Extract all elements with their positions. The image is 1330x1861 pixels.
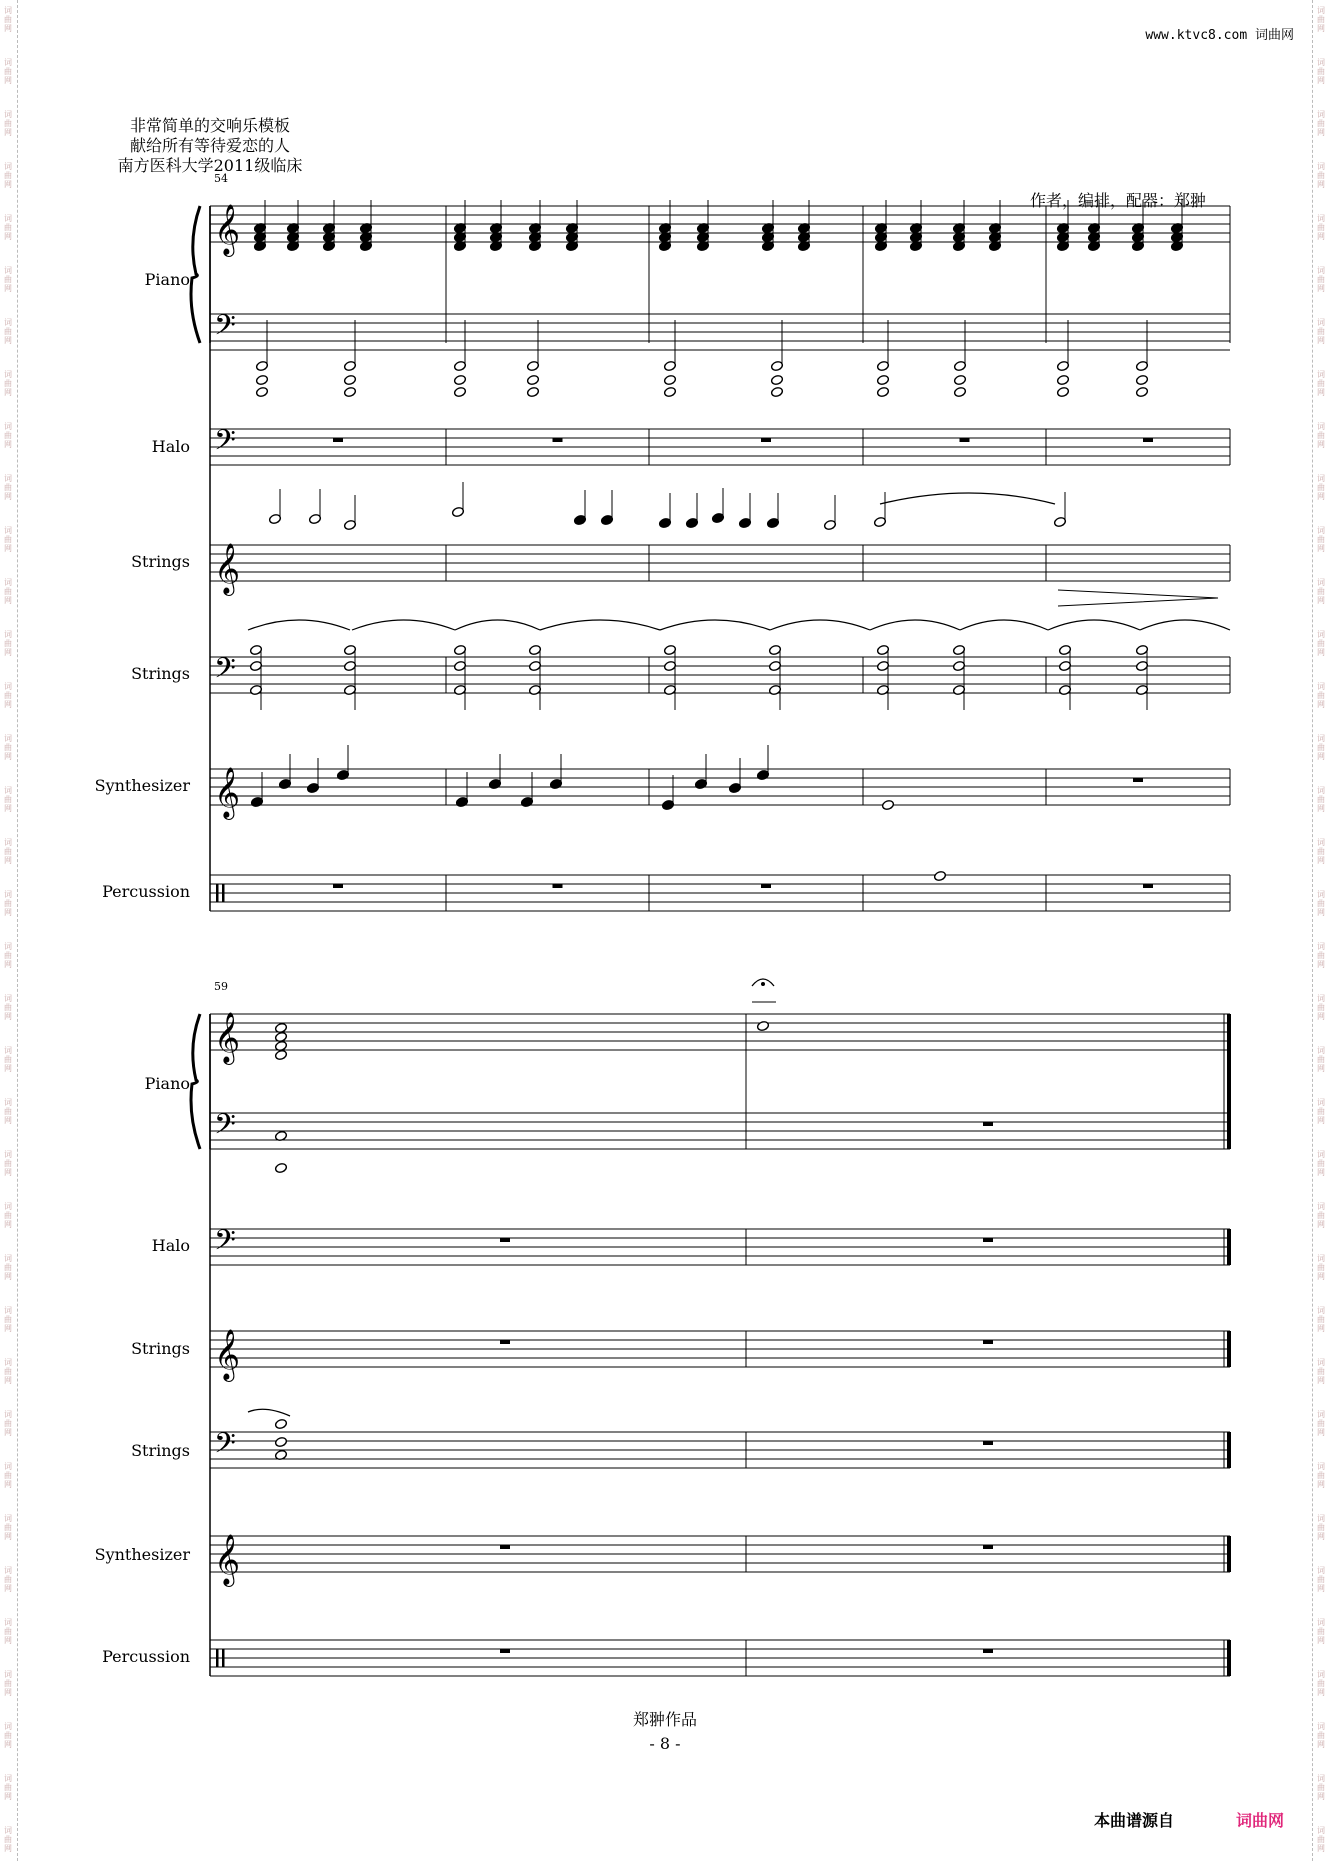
- watermark-text: 词 曲 网: [1317, 786, 1325, 813]
- watermark-text: 词 曲 网: [1317, 1774, 1325, 1801]
- watermark-text: 词 曲 网: [4, 318, 12, 345]
- notehead: [274, 1436, 287, 1447]
- watermark-text: 词 曲 网: [1317, 1098, 1325, 1125]
- treble-clef-icon: 𝄞: [214, 767, 241, 818]
- watermark-text: 词 曲 网: [1317, 578, 1325, 605]
- watermark-text: 词 曲 网: [1317, 682, 1325, 709]
- bass-clef-icon: 𝄢: [214, 652, 236, 692]
- instrument-label: Halo: [151, 1236, 190, 1255]
- watermark-text: 词 曲 网: [4, 1514, 12, 1541]
- watermark-text: 词 曲 网: [1317, 1202, 1325, 1229]
- watermark-text: 词 曲 网: [1317, 1410, 1325, 1437]
- slur: [1048, 620, 1140, 630]
- notehead: [953, 386, 966, 397]
- notehead: [1135, 374, 1148, 385]
- watermark-text: 词 曲 网: [4, 1462, 12, 1489]
- watermark-text: 词 曲 网: [1317, 1566, 1325, 1593]
- whole-rest: [333, 438, 343, 442]
- notehead: [770, 386, 783, 397]
- notehead: [1135, 386, 1148, 397]
- notehead: [756, 1020, 769, 1031]
- watermark-text: 词 曲 网: [1317, 994, 1325, 1021]
- instrument-label: Piano: [144, 1074, 190, 1093]
- watermark-text: 词 曲 网: [4, 786, 12, 813]
- percussion-clef-icon: [216, 884, 219, 902]
- watermark-text: 词 曲 网: [4, 838, 12, 865]
- watermark-text: 词 曲 网: [4, 526, 12, 553]
- instrument-label: Strings: [131, 1441, 190, 1460]
- watermark-text: 词 曲 网: [4, 1410, 12, 1437]
- watermark-text: 词 曲 网: [1317, 630, 1325, 657]
- watermark-text: 词 曲 网: [1317, 1150, 1325, 1177]
- header-line-1: 非常简单的交响乐模板: [129, 116, 290, 135]
- whole-rest: [960, 438, 970, 442]
- tie: [880, 493, 1055, 504]
- notehead: [343, 374, 356, 385]
- watermark-text: 词 曲 网: [1317, 6, 1325, 33]
- notehead: [1056, 374, 1069, 385]
- slur: [540, 620, 660, 630]
- whole-rest: [983, 1122, 993, 1126]
- final-barline: [1227, 1229, 1231, 1265]
- instrument-label: Percussion: [102, 1647, 190, 1666]
- watermark-text: 词 曲 网: [1317, 838, 1325, 865]
- percussion-clef-icon: [216, 1649, 219, 1667]
- watermark-text: 词 曲 网: [4, 1826, 12, 1853]
- whole-rest: [1143, 438, 1153, 442]
- watermark-text: 词 曲 网: [4, 1046, 12, 1073]
- whole-rest: [983, 1649, 993, 1653]
- notehead: [663, 386, 676, 397]
- treble-clef-icon: 𝄞: [214, 1329, 241, 1380]
- watermark-text: 词 曲 网: [4, 1306, 12, 1333]
- watermark-text: 词 曲 网: [1317, 890, 1325, 917]
- measure-number: 59: [214, 980, 228, 993]
- watermark-text: 词 曲 网: [1317, 1358, 1325, 1385]
- watermark-text: 词 曲 网: [1317, 1306, 1325, 1333]
- watermark-text: 词 曲 网: [1317, 110, 1325, 137]
- watermark-text: 词 曲 网: [4, 58, 12, 85]
- notehead: [526, 374, 539, 385]
- instrument-label: Synthesizer: [94, 776, 190, 795]
- watermark-text: 词 曲 网: [1317, 942, 1325, 969]
- watermark-text: 词 曲 网: [4, 1254, 12, 1281]
- bass-clef-icon: 𝄢: [214, 1224, 236, 1264]
- watermark-text: 词 曲 网: [4, 682, 12, 709]
- watermark-text: 词 曲 网: [4, 1098, 12, 1125]
- watermark-text: 词 曲 网: [1317, 1826, 1325, 1853]
- site-url[interactable]: www.ktvc8.com: [1145, 28, 1248, 43]
- measure-number: 54: [214, 172, 228, 185]
- treble-clef-icon: 𝄞: [214, 204, 241, 255]
- watermark-text: 词 曲 网: [1317, 162, 1325, 189]
- percussion-clef-icon: [222, 884, 225, 902]
- instrument-label: Halo: [151, 437, 190, 456]
- notehead: [526, 386, 539, 397]
- slur: [960, 620, 1048, 630]
- watermark-text: 词 曲 网: [4, 1150, 12, 1177]
- whole-rest: [1133, 778, 1143, 782]
- slur: [770, 620, 870, 630]
- notehead: [274, 1162, 287, 1173]
- slur: [660, 620, 770, 630]
- watermark-text: 词 曲 网: [4, 1618, 12, 1645]
- whole-rest: [553, 884, 563, 888]
- watermark-text: 词 曲 网: [4, 942, 12, 969]
- notehead: [453, 386, 466, 397]
- bass-clef-icon: 𝄢: [214, 309, 236, 349]
- instrument-label: Strings: [131, 1339, 190, 1358]
- watermark-text: 词 曲 网: [4, 734, 12, 761]
- whole-rest: [983, 1340, 993, 1344]
- final-barline: [1227, 1640, 1231, 1676]
- final-barline: [1227, 1536, 1231, 1572]
- piano-brace: [191, 1014, 200, 1149]
- footer-work: 郑翀作品: [632, 1710, 697, 1729]
- treble-clef-icon: 𝄞: [214, 543, 241, 594]
- whole-rest: [761, 438, 771, 442]
- treble-clef-icon: 𝄞: [214, 1012, 241, 1063]
- watermark-text: 词 曲 网: [4, 994, 12, 1021]
- notehead: [255, 386, 268, 397]
- watermark-text: 词 曲 网: [4, 214, 12, 241]
- whole-rest: [500, 1649, 510, 1653]
- slur: [352, 620, 455, 630]
- watermark-text: 词 曲 网: [4, 890, 12, 917]
- slur: [248, 620, 350, 630]
- watermark-text: 词 曲 网: [4, 370, 12, 397]
- whole-rest: [983, 1238, 993, 1242]
- watermark-text: 词 曲 网: [4, 422, 12, 449]
- slur: [455, 620, 540, 630]
- percussion-clef-icon: [222, 1649, 225, 1667]
- composer-credit: 作者，编排，配器：郑翀: [1030, 191, 1207, 210]
- watermark-text: 词 曲 网: [4, 6, 12, 33]
- piano-brace: [191, 206, 200, 343]
- instrument-label: Synthesizer: [94, 1545, 190, 1564]
- watermark-text: 词 曲 网: [1317, 1046, 1325, 1073]
- footer-page-number: - 8 -: [649, 1734, 681, 1753]
- watermark-text: 词 曲 网: [4, 1202, 12, 1229]
- notehead: [770, 374, 783, 385]
- watermark-text: 词 曲 网: [4, 162, 12, 189]
- slur: [870, 620, 960, 630]
- whole-rest: [333, 884, 343, 888]
- bass-clef-icon: 𝄢: [214, 1108, 236, 1148]
- whole-rest: [761, 884, 771, 888]
- watermark-text: 词 曲 网: [4, 1566, 12, 1593]
- notehead: [876, 386, 889, 397]
- site-name: 词曲网: [1254, 28, 1294, 43]
- watermark-text: 词 曲 网: [4, 266, 12, 293]
- final-barline: [1227, 1331, 1231, 1367]
- whole-rest: [553, 438, 563, 442]
- fermata: [761, 982, 765, 986]
- bass-clef-icon: 𝄢: [214, 1427, 236, 1467]
- brand-site-name[interactable]: 词曲网: [1236, 1811, 1285, 1830]
- notehead: [274, 1049, 287, 1060]
- watermark-text: 词 曲 网: [4, 1774, 12, 1801]
- notehead: [453, 374, 466, 385]
- watermark-text: 词 曲 网: [1317, 266, 1325, 293]
- watermark-text: 词 曲 网: [1317, 1618, 1325, 1645]
- watermark-text: 词 曲 网: [4, 578, 12, 605]
- watermark-text: 词 曲 网: [1317, 1254, 1325, 1281]
- notehead: [953, 374, 966, 385]
- instrument-label: Piano: [144, 270, 190, 289]
- final-barline: [1227, 1014, 1231, 1149]
- watermark-text: 词 曲 网: [1317, 370, 1325, 397]
- watermark-text: 词 曲 网: [4, 1670, 12, 1697]
- notehead: [663, 374, 676, 385]
- final-barline: [1227, 1432, 1231, 1468]
- treble-clef-icon: 𝄞: [214, 1534, 241, 1585]
- whole-rest: [983, 1441, 993, 1445]
- watermark-text: 词 曲 网: [1317, 526, 1325, 553]
- watermark-text: 词 曲 网: [1317, 1462, 1325, 1489]
- notehead: [876, 374, 889, 385]
- watermark-text: 词 曲 网: [1317, 734, 1325, 761]
- instrument-label: Strings: [131, 664, 190, 683]
- watermark-text: 词 曲 网: [4, 110, 12, 137]
- watermark-text: 词 曲 网: [1317, 422, 1325, 449]
- notehead: [255, 374, 268, 385]
- whole-rest: [983, 1545, 993, 1549]
- brand-source-text: 本曲谱源自: [1094, 1811, 1175, 1830]
- notehead: [343, 386, 356, 397]
- instrument-label: Percussion: [102, 882, 190, 901]
- watermark-text: 词 曲 网: [4, 1722, 12, 1749]
- watermark-text: 词 曲 网: [1317, 1670, 1325, 1697]
- header-line-2: 献给所有等待爱恋的人: [129, 136, 290, 155]
- whole-rest: [1143, 884, 1153, 888]
- watermark-text: 词 曲 网: [4, 630, 12, 657]
- notehead: [1056, 386, 1069, 397]
- watermark-text: 词 曲 网: [1317, 474, 1325, 501]
- watermark-text: 词 曲 网: [4, 474, 12, 501]
- decrescendo-hairpin: [1058, 590, 1218, 606]
- notehead: [933, 870, 946, 881]
- watermark-text: 词 曲 网: [1317, 214, 1325, 241]
- tie: [248, 1409, 290, 1416]
- whole-rest: [500, 1238, 510, 1242]
- instrument-label: Strings: [131, 552, 190, 571]
- watermark-text: 词 曲 网: [1317, 318, 1325, 345]
- notehead: [881, 799, 894, 810]
- notehead: [274, 1418, 287, 1429]
- watermark-text: 词 曲 网: [4, 1358, 12, 1385]
- bass-clef-icon: 𝄢: [214, 424, 236, 464]
- watermark-text: 词 曲 网: [1317, 58, 1325, 85]
- whole-rest: [500, 1340, 510, 1344]
- whole-rest: [500, 1545, 510, 1549]
- watermark-text: 词 曲 网: [1317, 1514, 1325, 1541]
- watermark-text: 词 曲 网: [1317, 1722, 1325, 1749]
- header-line-3: 南方医科大学2011级临床: [117, 156, 303, 175]
- slur: [1140, 620, 1230, 630]
